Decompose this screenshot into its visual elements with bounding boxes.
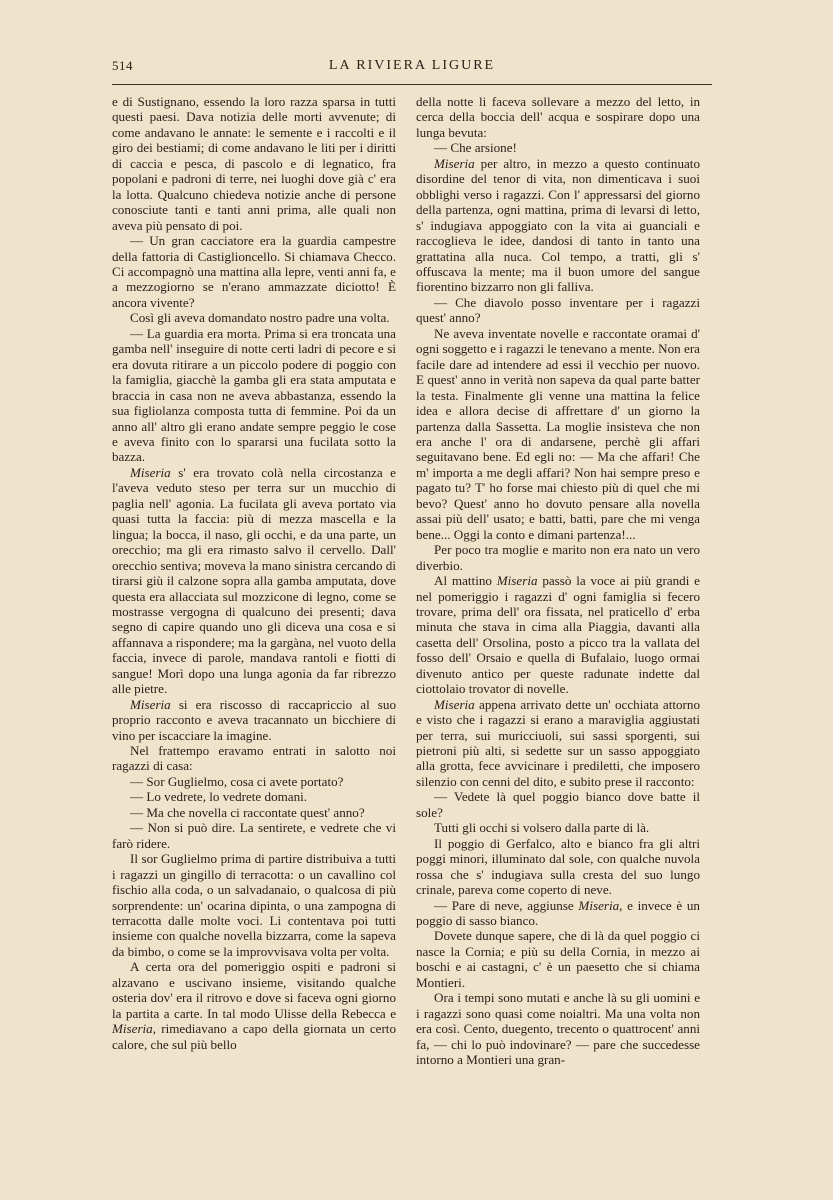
paragraph: Ora i tempi sono mutati e anche là su gli uomini e i ragazzi sono quasi come noialtri. Ma una volta non era così. Cento, duegento, trecento o quattrocent' anni fa, — chi lo può indovinare? — pare che succedesse intorno a Montieri una gran- bbox=[416, 990, 700, 1068]
paragraph: — Che arsione! bbox=[434, 140, 517, 156]
paragraph: Dovete dunque sapere, che di là da quel poggio ci nasce la Cornia; e più su della Cornia, in mezzo ai boschi e ai castagni, c' è un paesetto che si chiama Montieri. bbox=[416, 928, 700, 990]
header-rule bbox=[112, 84, 712, 85]
right-column bbox=[416, 94, 700, 1068]
paragraph: Ne aveva inventate novelle e raccontate oramai d' ogni soggetto e i ragazzi le tenevano a mente. Non era facile dare ad intendere ad essi il vecchio per nuovo. E quest' anno in verità non sapeva da qual parte batter la testa. Finalmente gli venne una mattina la felice idea e allora decise di affrettare d' un giorno la partenza dalla Sassetta. La moglie insisteva che non era anche l' ora di andarsene, perchè gli affari seguitavano bene. Ed egli no: — Ma che affari! Che m' importa a me degli affari? Non hai sempre preso e pagato tu? T' ho forse mai chiesto più di quel che mi bevo? Quest' anno ho dovuto pensare alla novella assai più dell' usato; e batti, batti, pare che mi venga bene... Oggi la conto e dimani partenza!... bbox=[416, 325, 700, 542]
character-name: Miseria bbox=[578, 897, 620, 913]
paragraph: e di Sustignano, essendo la loro razza sparsa in tutti questi paesi. Dava notizia delle morti avvenute; di come andavano le annate: le semente e i raccolti e il giro dei bestiami; di come andavano le liti per i diritti di caccia e pesca, di pascolo e di legnatico, fra popolani e padroni di terre, nei luoghi dove già c' era la lotta. Qualcuno chiedeva notizie anche di persone conosciute tanti e tanti anni prima, alle quali non aveva più pensato di poi. bbox=[112, 94, 396, 233]
character-name: Miseria bbox=[434, 155, 475, 171]
paragraph: Così gli aveva domandato nostro padre una volta. bbox=[130, 310, 390, 326]
paragraph: — Un gran cacciatore era la guardia campestre della fattoria di Castiglioncello. Si chiamava Checco. Ci accompagnò una mattina alla lepre, venti anni fa, e a mezzogiorno se n'erano ammazzate diciotto! È ancora vivente? bbox=[112, 233, 396, 310]
paragraph: Tutti gli occhi si volsero dalla parte di là. bbox=[434, 820, 650, 836]
paragraph: Per poco tra moglie e marito non era nato un vero diverbio. bbox=[416, 542, 700, 573]
character-name: Miseria bbox=[434, 696, 475, 712]
paragraph: Il poggio di Gerfalco, alto e bianco fra gli altri poggi minori, illuminato dal sole, con qualche nuvola rossa che s' indugiava sulla cresta del suo lungo crinale, pareva come coperto di neve. bbox=[416, 835, 700, 898]
paragraph: — Ma che novella ci raccontate quest' anno? bbox=[130, 804, 365, 820]
left-column bbox=[112, 94, 396, 1052]
paragraph: Nel frattempo eravamo entrati in salotto noi ragazzi di casa: bbox=[112, 743, 396, 774]
paragraph: Miseria si era riscosso di raccapriccio al suo proprio racconto e aveva tracannato un bicchiere di vino per iscacciare la imagine. bbox=[112, 696, 396, 743]
paragraph: — Lo vedrete, lo vedrete domani. bbox=[130, 789, 308, 805]
paragraph: — Che diavolo posso inventare per i ragazzi quest' anno? bbox=[416, 294, 700, 326]
paragraph: — Non si può dire. La sentirete, e vedrete che vi farò ridere. bbox=[112, 820, 396, 851]
page-header bbox=[112, 58, 712, 78]
paragraph: Al mattino Miseria passò la voce ai più grandi e nel pomeriggio i ragazzi d' ogni famiglia si fecero trovare, prima dell' ora fissata, nel praticello d' erba minuta che stava in cima alla Piaggia, davanti alla casetta dell' Orsolina, posto a picco tra la vallata del fosso dell' Orsaio e quella di Bufalaio, luogo ormai divenuto antico per queste radunate indette dal ciottolaio trovator di novelle. bbox=[416, 573, 700, 697]
paragraph: — La guardia era morta. Prima si era troncata una gamba nell' inseguire di notte certi ladri di pecore e si era dovuta ritirare a un piccolo podere di poggio con la famiglia, giacchè la gamba gli era stata amputata e braccia in casa non ne aveva abbastanza, essendo la sua figliolanza composta tutta di femmine. Poi da un anno all' altro gli erano andate sempre peggio le cose e aveva finito con lo spararsi una fucilata sotto la bazza. bbox=[112, 325, 396, 465]
character-name: Miseria bbox=[130, 464, 171, 480]
paragraph: — Vedete là quel poggio bianco dove batte il sole? bbox=[416, 789, 700, 820]
character-name: Miseria bbox=[496, 573, 538, 589]
paragraph: Il sor Guglielmo prima di partire distribuiva a tutti i ragazzi un gingillo di terracotta: o un cavallino col fischio alla coda, o un salvadanaio, o qualcosa di più sorprendente: un' ocarina dipinta, o una zampogna di terracotta dalle molte voci. Li contentava poi tutti insieme con qualche novella bizzarra, come la sapeva da bimbo, o come se la improvvisava volta per volta. bbox=[112, 851, 396, 959]
paragraph: Miseria per altro, in mezzo a questo continuato disordine del tenor di vita, non dimenticava i suoi obblighi verso i ragazzi. Con l' appressarsi del giorno della partenza, ogni mattina, prima di levarsi di letto, s' indugiava appoggiato con la vita ai guanciali e raccoglieva le idee, dandosi di tanto in tanto una grattatina alla nuca. Col tempo, a tratti, gli s' offuscava la mente; ma il buon umore del sangue fiorentino bizzarro non gli falliva. bbox=[416, 155, 700, 295]
paragraph: Miseria appena arrivato dette un' occhiata attorno e visto che i ragazzi si erano a maraviglia aggiustati per terra, sui muricciuoli, sui sassi sporgenti, sui pietroni più alti, si sedette sur un sasso appoggiato alla grotta, fece avvicinare i prediletti, che imposero silenzio con cenni del dito, e subito prese il racconto: bbox=[416, 696, 700, 789]
character-name: Miseria bbox=[130, 696, 171, 712]
character-name: Miseria bbox=[112, 1021, 153, 1037]
paragraph: — Sor Guglielmo, cosa ci avete portato? bbox=[130, 773, 344, 789]
paragraph: della notte li faceva sollevare a mezzo del letto, in cerca della boccia dell' acqua e sospirare dopo una lunga bevuta: bbox=[416, 94, 700, 140]
paragraph: — Pare di neve, aggiunse Miseria, e invece è un poggio di sasso bianco. bbox=[416, 897, 700, 929]
paragraph: Miseria s' era trovato colà nella circostanza e l'aveva veduto steso per terra sur un mucchio di paglia nell' agonia. La fucilata gli aveva portato via quasi tutta la faccia: più di mezza mascella e la lingua; la bocca, il naso, gli occhi, e da una parte, un orecchio; ma gli era rimasto salvo il cervello. Dall' orecchio sentiva; moveva la mano sinistra cercando di tirarsi giù il calzone sopra alla gamba amputata, dove questa era allacciata sul mozzicone di legno, come se mostrasse vergogna di qualcuno dei presenti; dava segno di capire quando uno gli diceva una cosa e si affannava a rispondere; ma la gargàna, nel vuoto della faccia, invece di parole, mandava rantoli e fiotti di sangue! Morì dopo una lunga agonia da far ribrezzo alle pietre. bbox=[112, 464, 396, 697]
running-title: LA RIVIERA LIGURE bbox=[328, 58, 496, 73]
paragraph: A certa ora del pomeriggio ospiti e padroni si alzavano e uscivano insieme, visitando qualche osteria dov' era il ritrovo e dove si faceva ogni giorno la partita a carte. In tal modo Ulisse della Rebecca e Miseria, rimediavano a capo della giornata un certo calore, che sul più bello bbox=[112, 959, 396, 1052]
page-number: 514 bbox=[112, 58, 133, 73]
